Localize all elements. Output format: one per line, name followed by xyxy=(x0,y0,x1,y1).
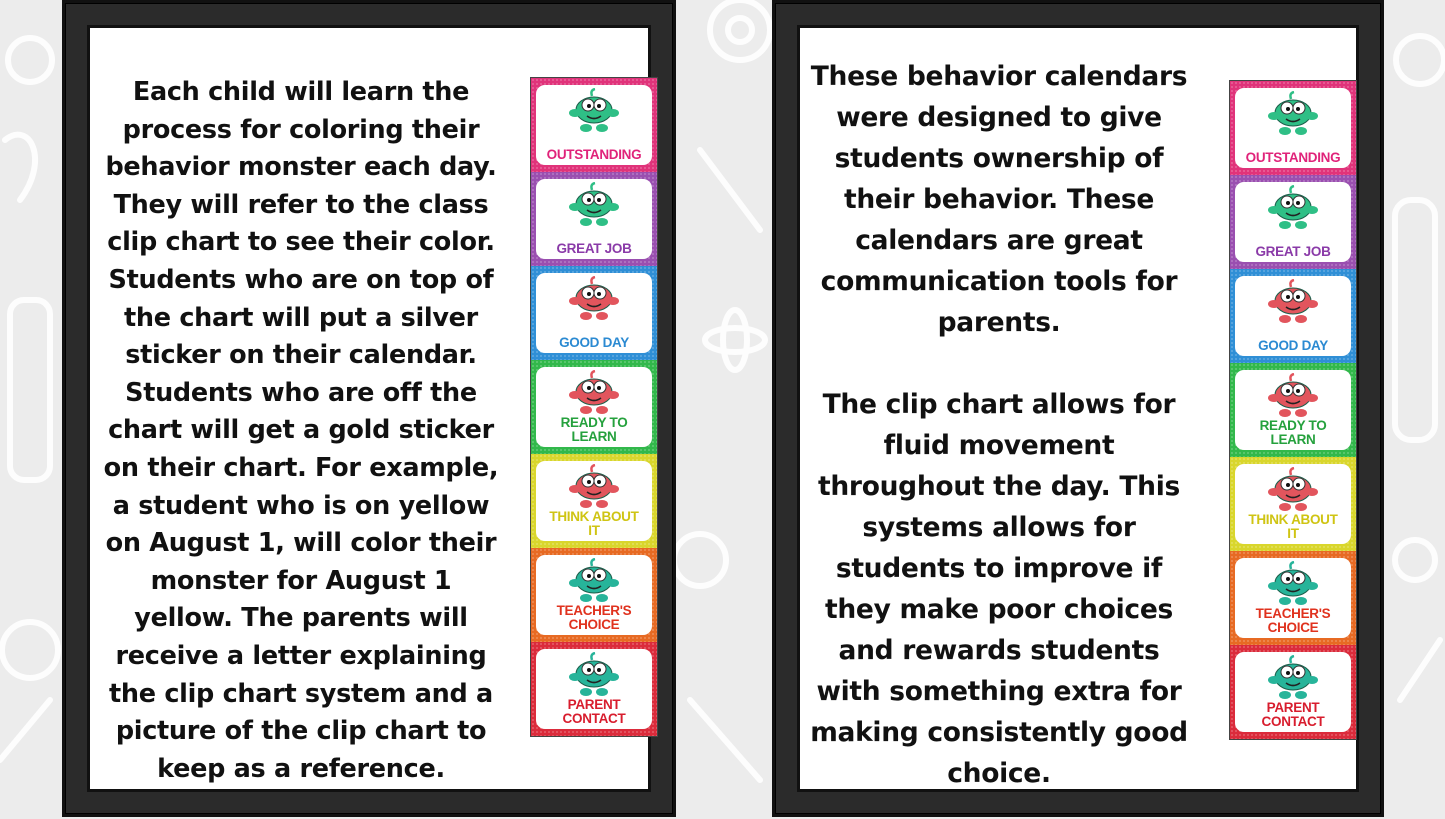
right-poster-page xyxy=(797,25,1359,792)
clip-card xyxy=(536,179,652,259)
clip-level-label: TEACHER'S CHOICE xyxy=(556,603,632,632)
left-poster-page xyxy=(87,25,651,792)
right-paragraph-2: The clip chart allows for fluid movement throughout the day. This systems allows for students to improve if they make poor choices and rewards students with something extra for making consistently good choice. xyxy=(810,389,1188,789)
clip-level-label: GOOD DAY xyxy=(559,335,629,350)
clip-card xyxy=(1235,652,1351,732)
teal-monster-icon xyxy=(1261,655,1325,701)
teal-monster-icon xyxy=(1261,561,1325,607)
clip-level-parent-contact xyxy=(531,642,657,736)
clip-card xyxy=(536,85,652,165)
clip-card xyxy=(536,461,652,541)
clip-card xyxy=(1235,558,1351,638)
clip-level-teacher-s-choice xyxy=(531,548,657,642)
clip-level-label: GREAT JOB xyxy=(556,241,632,256)
clip-level-label: READY TO LEARN xyxy=(1259,418,1327,447)
right-poster-text xyxy=(810,56,1188,794)
green-monster-icon xyxy=(562,182,626,228)
clip-card xyxy=(536,367,652,447)
clip-level-ready-to-learn xyxy=(1230,363,1356,457)
red-monster-icon xyxy=(1261,467,1325,513)
clip-card xyxy=(1235,88,1351,168)
clip-level-great-job xyxy=(531,172,657,266)
clip-level-label: GOOD DAY xyxy=(1258,338,1328,353)
clip-card xyxy=(1235,464,1351,544)
teal-monster-icon xyxy=(562,558,626,604)
clip-card xyxy=(536,649,652,729)
clip-level-label: PARENT CONTACT xyxy=(562,697,626,726)
teal-monster-icon xyxy=(562,652,626,698)
clip-card xyxy=(1235,370,1351,450)
clip-level-think-about-it xyxy=(1230,457,1356,551)
clip-level-ready-to-learn xyxy=(531,360,657,454)
red-monster-icon xyxy=(1261,279,1325,325)
clip-level-think-about-it xyxy=(531,454,657,548)
right-paragraph-1: These behavior calendars were designed to give students ownership of their behavior. These calendars are great communication tools for parents. xyxy=(810,61,1188,338)
clip-level-label: GREAT JOB xyxy=(1255,244,1331,259)
clip-card xyxy=(1235,276,1351,356)
clip-card xyxy=(1235,182,1351,262)
clip-level-teacher-s-choice xyxy=(1230,551,1356,645)
left-poster xyxy=(62,0,676,817)
clip-level-outstanding xyxy=(1230,81,1356,175)
red-monster-icon xyxy=(562,370,626,416)
green-monster-icon xyxy=(1261,91,1325,137)
green-monster-icon xyxy=(1261,185,1325,231)
clip-level-great-job xyxy=(1230,175,1356,269)
red-monster-icon xyxy=(1261,373,1325,419)
clip-level-label: PARENT CONTACT xyxy=(1261,700,1325,729)
right-poster xyxy=(772,0,1384,817)
clip-level-outstanding xyxy=(531,78,657,172)
red-monster-icon xyxy=(562,464,626,510)
clip-level-label: THINK ABOUT IT xyxy=(549,509,639,538)
clip-level-label: OUTSTANDING xyxy=(546,147,642,162)
clip-level-label: THINK ABOUT IT xyxy=(1248,512,1338,541)
left-poster-text: Each child will learn the process for coloring their behavior monster each day. They will refer to the class clip chart to see their color. Students who are on top of the chart will put a silver sticker on their calendar. Students who are off the chart will get a gold sticker on their chart. For example, a student who is on yellow on August 1, will color their monster for August 1 yellow. The parents will receive a letter explaining the clip chart system and a picture of the clip chart to keep as a reference. xyxy=(103,77,499,784)
red-monster-icon xyxy=(562,276,626,322)
clip-level-label: OUTSTANDING xyxy=(1245,150,1341,165)
clip-card xyxy=(536,273,652,353)
green-monster-icon xyxy=(562,88,626,134)
clip-chart-left xyxy=(531,78,657,736)
clip-level-parent-contact xyxy=(1230,645,1356,739)
clip-chart-right xyxy=(1230,81,1356,739)
clip-level-label: READY TO LEARN xyxy=(560,415,628,444)
clip-level-good-day xyxy=(1230,269,1356,363)
clip-level-label: TEACHER'S CHOICE xyxy=(1255,606,1331,635)
clip-card xyxy=(536,555,652,635)
clip-level-good-day xyxy=(531,266,657,360)
